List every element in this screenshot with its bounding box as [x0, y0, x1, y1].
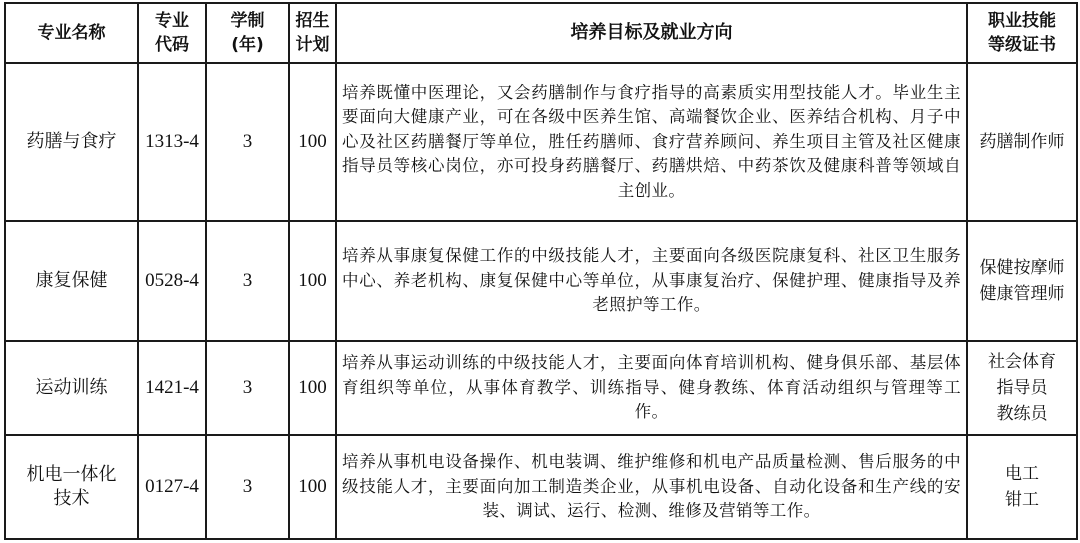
major-code: 1421-4 — [138, 341, 206, 435]
major-code: 0528-4 — [138, 221, 206, 341]
major-quota: 100 — [289, 435, 336, 539]
major-name: 药膳与食疗 — [5, 63, 138, 221]
major-quota: 100 — [289, 341, 336, 435]
header-quota — [289, 3, 336, 63]
major-quota: 100 — [289, 221, 336, 341]
major-years: 3 — [206, 435, 289, 539]
table-row — [5, 63, 1077, 221]
table-row — [5, 341, 1077, 435]
certificate-name: 保健按摩师 — [979, 258, 1065, 278]
major-years: 3 — [206, 63, 289, 221]
header-cert-line-2: 等级证书 — [988, 35, 1056, 55]
major-certificate — [967, 63, 1077, 221]
table-row — [5, 435, 1077, 539]
header-years — [206, 3, 289, 63]
major-name-line-1: 机电一体化 — [26, 464, 117, 485]
major-years: 3 — [206, 221, 289, 341]
header-years-line-2: (年) — [231, 35, 264, 55]
major-description: 培养既懂中医理论，又会药膳制作与食疗指导的高素质实用型技能人才。毕业生主要面向大健康产业，可在各级中医养生馆、高端餐饮企业、医养结合机构、月子中心及社区药膳餐厅等单位，胜任药膳师、食疗营养顾问、养生项目主管及社区健康指导员等核心岗位，亦可投身药膳餐厅、药膳烘焙、中药茶饮及健康科普等领域自主创业。 — [336, 63, 967, 221]
header-major-code — [138, 3, 206, 63]
major-certificate — [967, 341, 1077, 435]
header-code-line-1: 专业 — [155, 11, 189, 31]
major-name-line-2: 技术 — [53, 488, 90, 509]
certificate-name: 教练员 — [996, 404, 1048, 424]
major-quota: 100 — [289, 63, 336, 221]
header-goal: 培养目标及就业方向 — [336, 3, 967, 63]
table-row — [5, 221, 1077, 341]
major-description: 培养从事运动训练的中级技能人才，主要面向体育培训机构、健身俱乐部、基层体育组织等单位，从事体育教学、训练指导、健身教练、体育活动组织与管理等工作。 — [336, 341, 967, 435]
major-code: 1313-4 — [138, 63, 206, 221]
certificate-name: 钳工 — [1005, 490, 1039, 510]
major-description: 培养从事机电设备操作、机电装调、维护维修和机电产品质量检测、售后服务的中级技能人才，主要面向加工制造类企业，从事机电设备、自动化设备和生产线的安装、调试、运行、检测、维修及营销等工作。 — [336, 435, 967, 539]
table-wrapper — [4, 2, 1078, 540]
major-code: 0127-4 — [138, 435, 206, 539]
certificate-name: 健康管理师 — [979, 284, 1065, 304]
header-code-line-2: 代码 — [155, 35, 189, 55]
header-row — [5, 3, 1077, 63]
major-name — [5, 435, 138, 539]
header-cert-line-1: 职业技能 — [988, 11, 1056, 31]
header-years-line-1: 学制 — [230, 11, 265, 31]
header-quota-line-2: 计划 — [295, 35, 330, 55]
major-name: 运动训练 — [5, 341, 138, 435]
header-certificate — [967, 3, 1077, 63]
header-major-name: 专业名称 — [5, 3, 138, 63]
header-quota-line-1: 招生 — [295, 11, 330, 31]
major-name: 康复保健 — [5, 221, 138, 341]
certificate-name: 电工 — [1005, 464, 1039, 484]
major-table — [4, 2, 1078, 540]
major-certificate — [967, 221, 1077, 341]
certificate-name: 社会体育 — [988, 352, 1056, 372]
major-years: 3 — [206, 341, 289, 435]
certificate-name: 药膳制作师 — [979, 132, 1065, 152]
major-certificate — [967, 435, 1077, 539]
certificate-name: 指导员 — [996, 378, 1048, 398]
major-description: 培养从事康复保健工作的中级技能人才，主要面向各级医院康复科、社区卫生服务中心、养老机构、康复保健中心等单位，从事康复治疗、保健护理、健康指导及养老照护等工作。 — [336, 221, 967, 341]
